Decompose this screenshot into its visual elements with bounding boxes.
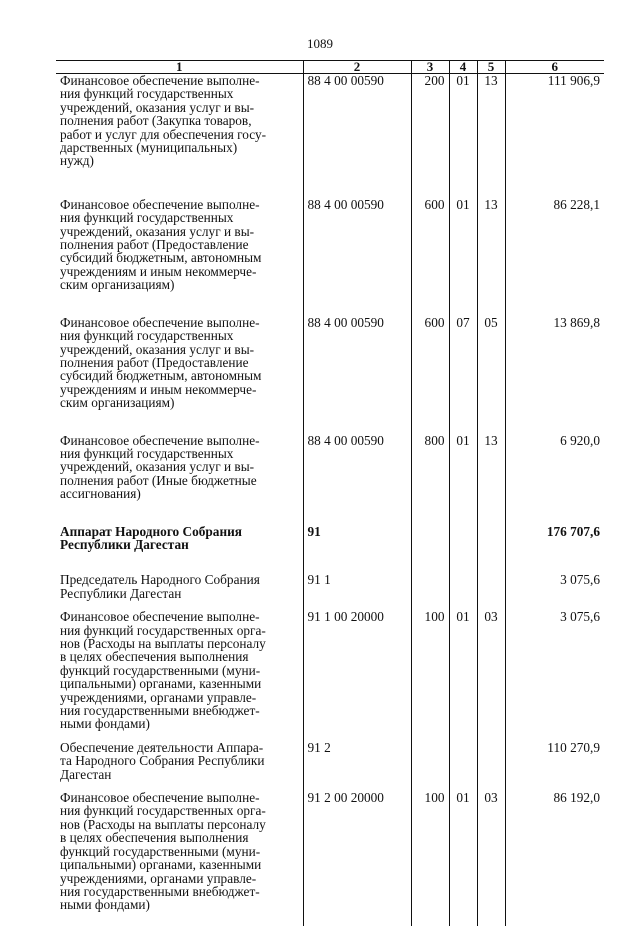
table-body <box>56 74 604 926</box>
row-section: 01 <box>449 791 477 926</box>
column-header-3: 3 <box>411 61 449 74</box>
row-code: 91 2 00 20000 <box>303 791 411 926</box>
row-subsection <box>477 573 505 610</box>
row-subsection: 03 <box>477 610 505 741</box>
row-expense-type: 100 <box>411 610 449 741</box>
table-row <box>56 434 604 525</box>
table-row <box>56 741 604 791</box>
row-amount: 176 707,6 <box>505 525 604 574</box>
column-header-4: 4 <box>449 61 477 74</box>
row-expense-type: 600 <box>411 198 449 316</box>
row-section: 01 <box>449 434 477 525</box>
row-amount: 13 869,8 <box>505 316 604 434</box>
row-section: 07 <box>449 316 477 434</box>
row-subsection <box>477 525 505 574</box>
row-amount: 86 228,1 <box>505 198 604 316</box>
row-name: Финансовое обеспечение выполне- ния функций государственных учреждений, оказания услуг и вы- полнения работ (Предоставление субсидий бюджетным, автономным учреждениям и иным некоммерче- ским организациям) <box>60 314 262 411</box>
row-section <box>449 525 477 574</box>
column-header-2: 2 <box>303 61 411 74</box>
column-header-6: 6 <box>505 61 604 74</box>
row-name: Финансовое обеспечение выполне- ния функций государственных орга- нов (Расходы на выплаты персоналу в целях обеспечения выполнения функций государственными (муни- ципальными) органами, казенными учреждениями, органами управле- ния государственными внебюджет- ными фондами) <box>60 790 266 913</box>
table-row <box>56 610 604 741</box>
header-row <box>56 61 604 74</box>
row-amount: 3 075,6 <box>505 610 604 741</box>
row-section <box>449 573 477 610</box>
row-code: 91 <box>303 525 411 574</box>
table-row <box>56 573 604 610</box>
row-amount: 86 192,0 <box>505 791 604 926</box>
row-subsection: 13 <box>477 198 505 316</box>
row-amount: 110 270,9 <box>505 741 604 791</box>
budget-table <box>56 60 604 926</box>
table-row <box>56 791 604 926</box>
row-name: Финансовое обеспечение выполне- ния функций государственных учреждений, оказания услуг и вы- полнения работ (Закупка товаров, работ и услуг для обеспечения госу- дарственных (муниципальных) нужд) <box>60 73 267 169</box>
row-name: Обеспечение деятельности Аппара- та Народного Собрания Республики Дагестан <box>60 739 265 782</box>
row-expense-type <box>411 741 449 791</box>
row-name: Председатель Народного Собрания Республики Дагестан <box>60 572 260 601</box>
table-row <box>56 316 604 434</box>
row-section <box>449 741 477 791</box>
row-amount: 6 920,0 <box>505 434 604 525</box>
row-code: 91 2 <box>303 741 411 791</box>
row-amount: 3 075,6 <box>505 573 604 610</box>
row-expense-type <box>411 573 449 610</box>
table-row <box>56 198 604 316</box>
row-expense-type: 100 <box>411 791 449 926</box>
row-code: 91 1 00 20000 <box>303 610 411 741</box>
column-header-1: 1 <box>56 61 303 74</box>
row-name: Аппарат Народного Собрания Республики Дагестан <box>60 523 242 552</box>
row-name: Финансовое обеспечение выполне- ния функций государственных учреждений, оказания услуг и вы- полнения работ (Предоставление субсидий бюджетным, автономным учреждениям и иным некоммерче- ским организациям) <box>60 196 262 293</box>
row-name: Финансовое обеспечение выполне- ния функций государственных учреждений, оказания услуг и вы- полнения работ (Иные бюджетные ассигнования) <box>60 432 260 502</box>
row-subsection: 03 <box>477 791 505 926</box>
row-expense-type <box>411 525 449 574</box>
row-amount: 111 906,9 <box>505 74 604 198</box>
row-code: 88 4 00 00590 <box>303 198 411 316</box>
column-header-5: 5 <box>477 61 505 74</box>
row-name: Финансовое обеспечение выполне- ния функций государственных орга- нов (Расходы на выплаты персоналу в целях обеспечения выполнения функций государственными (муни- ципальными) органами, казенными учреждениями, органами управле- ния государственными внебюджет- ными фондами) <box>60 609 266 732</box>
page-number: 1089 <box>307 36 333 51</box>
row-code: 88 4 00 00590 <box>303 74 411 198</box>
table-row <box>56 74 604 198</box>
row-code: 88 4 00 00590 <box>303 434 411 525</box>
row-subsection: 05 <box>477 316 505 434</box>
table-row <box>56 525 604 574</box>
row-subsection: 13 <box>477 74 505 198</box>
row-section: 01 <box>449 74 477 198</box>
row-expense-type: 800 <box>411 434 449 525</box>
row-expense-type: 600 <box>411 316 449 434</box>
row-code: 91 1 <box>303 573 411 610</box>
row-subsection: 13 <box>477 434 505 525</box>
row-expense-type: 200 <box>411 74 449 198</box>
row-subsection <box>477 741 505 791</box>
row-code: 88 4 00 00590 <box>303 316 411 434</box>
row-section: 01 <box>449 198 477 316</box>
row-section: 01 <box>449 610 477 741</box>
